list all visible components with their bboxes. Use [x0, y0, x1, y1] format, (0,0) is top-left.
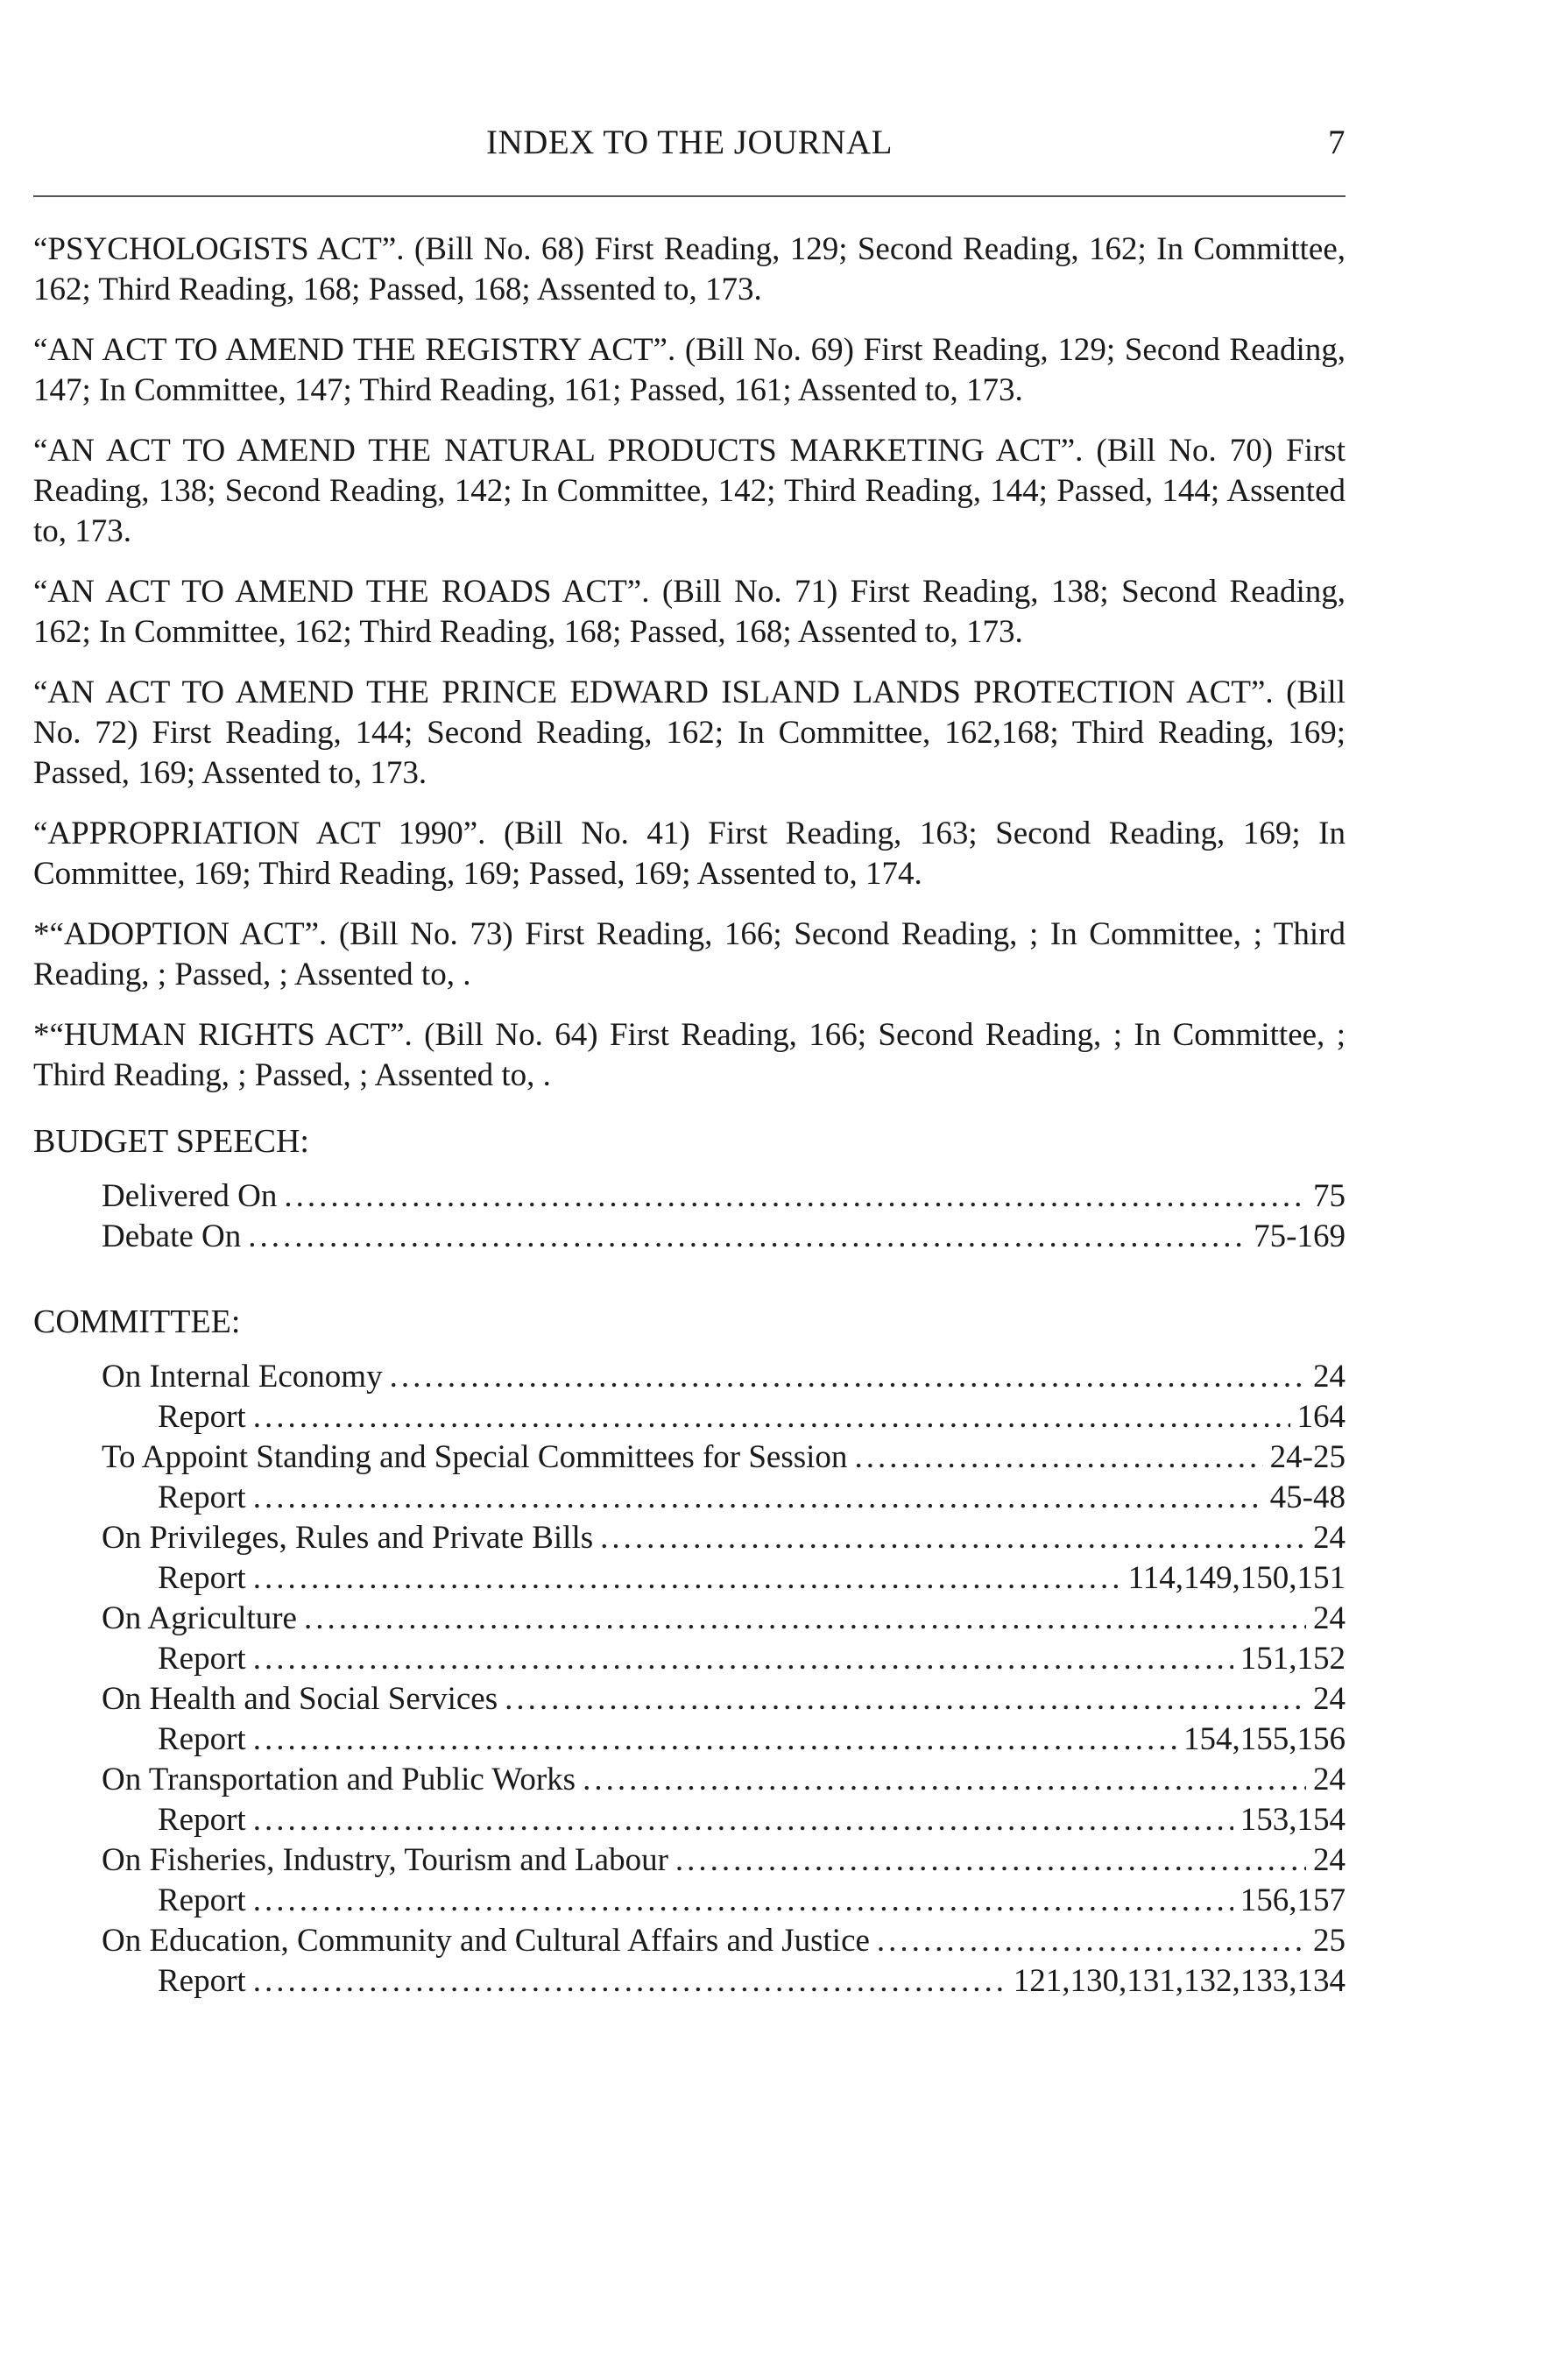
leader-dots: [877, 1921, 1306, 1961]
budget-speech-heading: BUDGET SPEECH:: [33, 1123, 309, 1160]
index-label: On Internal Economy: [102, 1359, 383, 1395]
committee-heading: COMMITTEE:: [33, 1303, 241, 1340]
index-page-ref: 114,149,150,151: [1127, 1560, 1346, 1596]
bill-entry-roads: “AN ACT TO AMEND THE ROADS ACT”. (Bill No. 71) First Reading, 138; Second Reading, 162; In Committee, 162; Third Reading, 168; Passed, 168; Assented to, 173.: [33, 574, 1346, 650]
index-label: Report: [158, 1882, 246, 1918]
index-row: [33, 1478, 1346, 1518]
page-title: INDEX TO THE JOURNAL: [486, 124, 893, 161]
index-row: [33, 1760, 1346, 1800]
index-row: [33, 1518, 1346, 1558]
leader-dots: [390, 1357, 1306, 1397]
index-label: Debate On: [102, 1218, 242, 1254]
index-row: [33, 1961, 1346, 2002]
journal-index-page: [33, 123, 1346, 166]
index-label: Report: [158, 1802, 246, 1838]
bill-entry-psychologists: “PSYCHOLOGISTS ACT”. (Bill No. 68) First Reading, 129; Second Reading, 162; In Committee, 162; Third Reading, 168; Passed, 168; Assented to, 173.: [33, 231, 1346, 307]
page-number: 7: [1328, 124, 1346, 161]
bill-entry-natural-products: “AN ACT TO AMEND THE NATURAL PRODUCTS MARKETING ACT”. (Bill No. 70) First Reading, 138; Second Reading, 142; In Committee, 142; Third Reading, 144; Passed, 144; Assented to, 173.: [33, 433, 1346, 549]
index-label: Report: [158, 1963, 246, 1999]
index-label: To Appoint Standing and Special Committees for Session: [102, 1439, 848, 1475]
leader-dots: [248, 1217, 1247, 1257]
leader-dots: [253, 1397, 1290, 1437]
index-row: [33, 1176, 1346, 1217]
index-page-ref: 24-25: [1269, 1439, 1346, 1475]
index-entries: [33, 230, 1346, 2002]
index-row: [33, 1881, 1346, 1921]
index-row: [33, 1639, 1346, 1679]
index-page-ref: 75: [1313, 1178, 1346, 1214]
leader-dots: [284, 1176, 1306, 1217]
leader-dots: [253, 1558, 1121, 1599]
index-page-ref: 24: [1313, 1681, 1346, 1717]
index-label: On Health and Social Services: [102, 1681, 498, 1717]
leader-dots: [600, 1518, 1306, 1558]
index-page-ref: 24: [1313, 1520, 1346, 1556]
index-row: [33, 1217, 1346, 1257]
index-row: [33, 1437, 1346, 1478]
index-row: [33, 1558, 1346, 1599]
index-label: Report: [158, 1721, 246, 1757]
index-row: [33, 1921, 1346, 1961]
index-label: On Agriculture: [102, 1600, 297, 1636]
index-label: Report: [158, 1399, 246, 1435]
index-label: Report: [158, 1641, 246, 1677]
leader-dots: [253, 1478, 1263, 1518]
leader-dots: [304, 1599, 1306, 1639]
leader-dots: [253, 1639, 1233, 1679]
index-page-ref: 25: [1313, 1923, 1346, 1959]
index-row: [33, 1720, 1346, 1760]
index-page-ref: 151,152: [1240, 1641, 1346, 1677]
budget-speech-list: [33, 1176, 1346, 1257]
leader-dots: [253, 1800, 1233, 1840]
leader-dots: [253, 1881, 1233, 1921]
leader-dots: [675, 1840, 1306, 1881]
index-row: [33, 1357, 1346, 1397]
bill-entry-registry: “AN ACT TO AMEND THE REGISTRY ACT”. (Bill No. 69) First Reading, 129; Second Reading, 147; In Committee, 147; Third Reading, 161; Passed, 161; Assented to, 173.: [33, 332, 1346, 408]
leader-dots: [253, 1961, 1007, 2002]
index-label: Report: [158, 1480, 246, 1515]
index-row: [33, 1679, 1346, 1720]
index-label: Delivered On: [102, 1178, 278, 1214]
leader-dots: [505, 1679, 1306, 1720]
index-label: Report: [158, 1560, 246, 1596]
index-page-ref: 24: [1313, 1600, 1346, 1636]
index-row: [33, 1800, 1346, 1840]
index-page-ref: 153,154: [1240, 1802, 1346, 1838]
index-page-ref: 24: [1313, 1762, 1346, 1797]
bill-entry-appropriation: “APPROPRIATION ACT 1990”. (Bill No. 41) First Reading, 163; Second Reading, 169; In Committee, 169; Third Reading, 169; Passed, 169; Assented to, 174.: [33, 816, 1346, 892]
bill-entry-adoption: *“ADOPTION ACT”. (Bill No. 73) First Reading, 166; Second Reading, ; In Committee, ; Third Reading, ; Passed, ; Assented to, .: [33, 916, 1346, 992]
index-label: On Privileges, Rules and Private Bills: [102, 1520, 594, 1556]
leader-dots: [253, 1720, 1176, 1760]
index-row: [33, 1599, 1346, 1639]
header-rule: [33, 195, 1346, 197]
index-row: [33, 1840, 1346, 1881]
index-page-ref: 24: [1313, 1359, 1346, 1395]
bill-entry-lands-protection: “AN ACT TO AMEND THE PRINCE EDWARD ISLAND LANDS PROTECTION ACT”. (Bill No. 72) First Reading, 144; Second Reading, 162; In Committee, 162,168; Third Reading, 169; Passed, 169; Assented to, 173.: [33, 674, 1346, 791]
index-page-ref: 156,157: [1240, 1882, 1346, 1918]
index-row: [33, 1397, 1346, 1437]
index-label: On Transportation and Public Works: [102, 1762, 576, 1797]
index-page-ref: 121,130,131,132,133,134: [1013, 1963, 1346, 1999]
committee-list: [33, 1357, 1346, 2002]
index-page-ref: 24: [1313, 1842, 1346, 1878]
index-label: On Fisheries, Industry, Tourism and Labour: [102, 1842, 668, 1878]
index-label: On Education, Community and Cultural Affairs and Justice: [102, 1923, 870, 1959]
page-header: [33, 123, 1346, 166]
leader-dots: [583, 1760, 1306, 1800]
index-page-ref: 164: [1296, 1399, 1346, 1435]
index-page-ref: 75-169: [1254, 1218, 1346, 1254]
leader-dots: [854, 1437, 1262, 1478]
index-page-ref: 154,155,156: [1183, 1721, 1346, 1757]
index-page-ref: 45-48: [1269, 1480, 1346, 1515]
bill-entry-human-rights: *“HUMAN RIGHTS ACT”. (Bill No. 64) First Reading, 166; Second Reading, ; In Committee, ; Third Reading, ; Passed, ; Assented to, .: [33, 1017, 1346, 1093]
